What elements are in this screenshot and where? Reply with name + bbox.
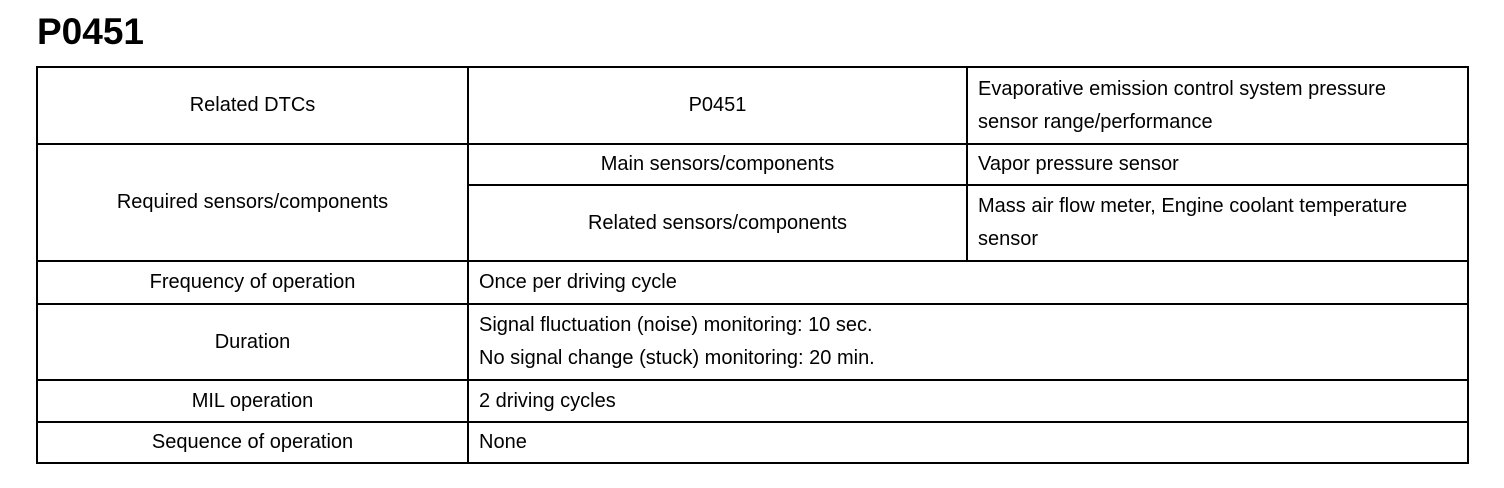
mil-value: 2 driving cycles bbox=[468, 380, 1468, 422]
frequency-value: Once per driving cycle bbox=[468, 261, 1468, 304]
sequence-label: Sequence of operation bbox=[37, 422, 468, 463]
related-sensors-label: Related sensors/components bbox=[468, 185, 967, 261]
duration-value-line2: No signal change (stuck) monitoring: 20 min. bbox=[479, 347, 875, 369]
related-dtcs-description bbox=[967, 67, 1468, 144]
duration-value-line1: Signal fluctuation (noise) monitoring: 10 sec. bbox=[479, 314, 873, 336]
main-sensors-label: Main sensors/components bbox=[468, 144, 967, 185]
required-sensors-label: Required sensors/components bbox=[37, 144, 468, 261]
related-dtcs-code: P0451 bbox=[468, 67, 967, 144]
duration-value bbox=[468, 304, 1468, 380]
sequence-value: None bbox=[468, 422, 1468, 463]
dtc-spec-table bbox=[36, 66, 1469, 464]
related-sensors-value-line1: Mass air flow meter, Engine coolant temperature bbox=[978, 195, 1408, 217]
related-dtcs-description-line1: Evaporative emission control system pressure bbox=[978, 77, 1386, 100]
table-row-related-dtcs bbox=[37, 67, 1468, 144]
related-sensors-value bbox=[967, 185, 1468, 261]
mil-label: MIL operation bbox=[37, 380, 468, 422]
related-sensors-value-line2: sensor bbox=[978, 228, 1039, 250]
table-row-mil bbox=[37, 380, 1468, 422]
page-title: P0451 bbox=[37, 11, 144, 52]
main-sensors-value: Vapor pressure sensor bbox=[967, 144, 1468, 185]
table-row-duration bbox=[37, 304, 1468, 380]
table-row-frequency bbox=[37, 261, 1468, 304]
duration-label: Duration bbox=[37, 304, 468, 380]
related-dtcs-description-line2: sensor range/performance bbox=[978, 110, 1213, 133]
table-row-main-sensors bbox=[37, 144, 1468, 185]
table-row-sequence bbox=[37, 422, 1468, 463]
related-dtcs-label: Related DTCs bbox=[37, 67, 468, 144]
frequency-label: Frequency of operation bbox=[37, 261, 468, 304]
